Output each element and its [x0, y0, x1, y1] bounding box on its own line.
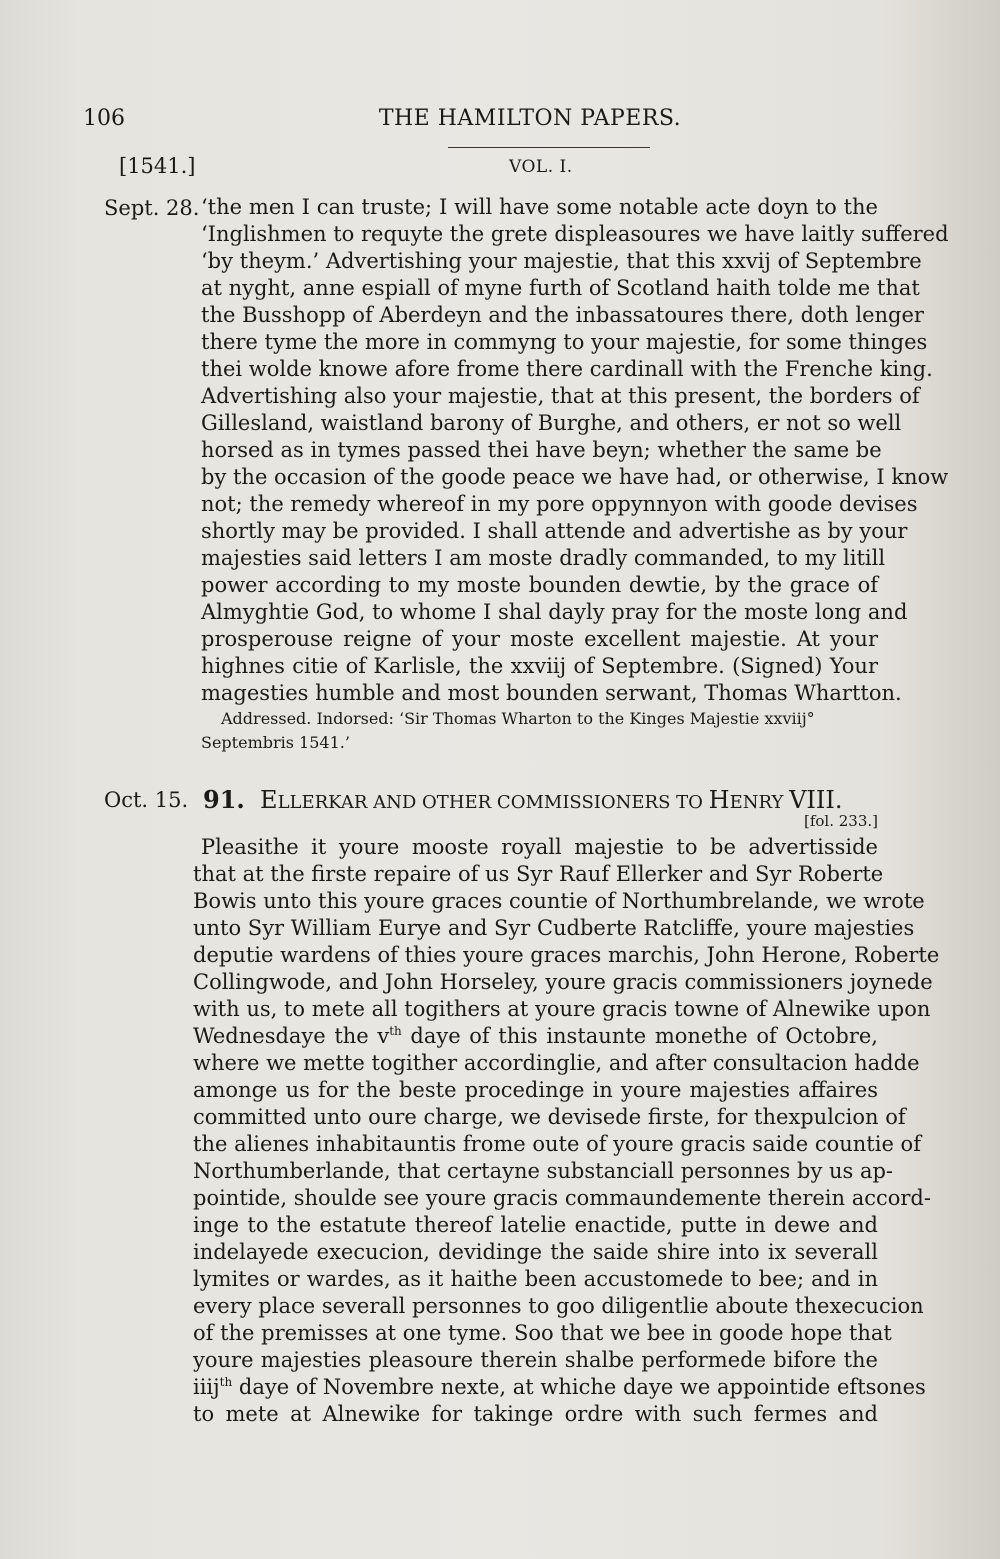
- document-line: inge to the estatute thereof latelie enactide, putte in dewe and: [193, 1213, 878, 1237]
- letter-line: prosperouse reigne of your moste excellent majestie. At your: [201, 627, 878, 651]
- margin-date-sept: Sept. 28.: [104, 196, 200, 220]
- letter-line: at nyght, anne espiall of myne furth of Scotland haith tolde me that: [201, 276, 920, 300]
- letter-line: power according to my moste bounden dewtie, by the grace of: [201, 573, 878, 597]
- letter-line: there tyme the more in commyng to your majestie, for some thinges: [201, 330, 928, 354]
- document-line: that at the firste repaire of us Syr Rauf Ellerker and Syr Roberte: [193, 862, 884, 886]
- heading-part: ENRY: [729, 792, 790, 813]
- document-heading: [203, 785, 842, 814]
- heading-part: VIII.: [789, 786, 843, 814]
- running-title: THE HAMILTON PAPERS.: [378, 106, 682, 131]
- heading-part: LLERKAR AND OTHER COMMISSIONERS TO: [277, 792, 709, 813]
- document-line: indelayede execucion, devidinge the saide shire into ix severall: [193, 1240, 878, 1264]
- document-line: Northumberlande, that certayne substanciall personnes by us ap-: [193, 1159, 894, 1183]
- letter-line: the Busshopp of Aberdeyn and the inbassatoures there, doth lenger: [201, 303, 924, 327]
- document-line: youre majesties pleasoure therein shalbe performede bifore the: [193, 1348, 878, 1372]
- document-number: 91.: [203, 785, 245, 814]
- year-marker: [1541.]: [119, 154, 196, 178]
- folio-reference: [fol. 233.]: [803, 812, 878, 830]
- document-line: Bowis unto this youre graces countie of Northumbrelande, we wrote: [193, 889, 925, 913]
- margin-date-oct: Oct. 15.: [104, 788, 189, 812]
- letter-line: by the occasion of the goode peace we have had, or otherwise, I know: [201, 465, 949, 489]
- document-line: to mete at Alnewike for takinge ordre with such fermes and: [193, 1402, 878, 1426]
- heading-part: E: [260, 786, 278, 814]
- addressed-note-cont: Septembris 1541.’: [201, 733, 350, 752]
- letter-line: ‘Inglishmen to requyte the grete displeasoures we have laitly suffered: [201, 222, 949, 246]
- document-line: with us, to mete all togithers at youre gracis towne of Alnewike upon: [193, 997, 931, 1021]
- letter-line: not; the remedy whereof in my pore oppynnyon with goode devises: [201, 492, 918, 516]
- document-line: where we mette togither accordinglie, and after consultacion hadde: [193, 1051, 920, 1075]
- letter-line: horsed as in tymes passed thei have beyn; whether the same be: [201, 438, 882, 462]
- letter-line: ‘by theym.’ Advertishing your majestie, that this xxvij of Septembre: [201, 249, 922, 273]
- header-rule: [448, 147, 650, 148]
- heading-part: H: [708, 786, 730, 814]
- letter-line: Gillesland, waistland barony of Burghe, and others, er not so well: [201, 411, 902, 435]
- document-line: lymites or wardes, as it haithe been accustomede to bee; and in: [193, 1267, 878, 1291]
- document-line: Collingwode, and John Horseley, youre gracis commissioners joynede: [193, 970, 933, 994]
- document-line: unto Syr William Eurye and Syr Cudberte Ratcliffe, youre majesties: [193, 916, 915, 940]
- document-line: Wednesdaye the $v^{th}$ daye of this instaunte monethe of Octobre,: [193, 1024, 878, 1048]
- volume-label: VOL. I.: [509, 157, 573, 177]
- page-number: 106: [83, 106, 125, 131]
- document-line: amonge us for the beste procedinge in youre majesties affaires: [193, 1078, 878, 1102]
- addressed-note: Addressed. Indorsed: ‘Sir Thomas Wharton to the Kinges Majestie xxviij°: [221, 709, 815, 728]
- document-line: Pleasithe it youre mooste royall majestie to be advertisside: [201, 835, 878, 859]
- document-line: committed unto oure charge, we devisede firste, for thexpulcion of: [193, 1105, 906, 1129]
- document-line: of the premisses at one tyme. Soo that we bee in goode hope that: [193, 1321, 892, 1345]
- letter-line: thei wolde knowe afore frome there cardinall with the Frenche king.: [201, 357, 933, 381]
- letter-line: ‘the men I can truste; I will have some notable acte doyn to the: [201, 195, 878, 219]
- letter-line: highnes citie of Karlisle, the xxviij of Septembre. (Signed) Your: [201, 654, 878, 678]
- document-line: pointide, shoulde see youre gracis commaundemente therein accord-: [193, 1186, 931, 1210]
- document-line: iiij$^{th}$ daye of Novembre nexte, at whiche daye we appointide eftsones: [193, 1375, 926, 1399]
- letter-line: Advertishing also your majestie, that at this present, the borders of: [201, 384, 920, 408]
- document-line: deputie wardens of thies youre graces marchis, John Herone, Roberte: [193, 943, 940, 967]
- letter-line: shortly may be provided. I shall attende and advertishe as by your: [201, 519, 908, 543]
- letter-line: majesties said letters I am moste dradly commanded, to my litill: [201, 546, 886, 570]
- document-line: every place severall personnes to goo diligentlie aboute thexecucion: [193, 1294, 924, 1318]
- document-line: the alienes inhabitauntis frome oute of youre gracis saide countie of: [193, 1132, 921, 1156]
- letter-line: Almyghtie God, to whome I shal dayly pray for the moste long and: [201, 600, 908, 624]
- letter-line: magesties humble and most bounden serwant, Thomas Whartton.: [201, 681, 902, 705]
